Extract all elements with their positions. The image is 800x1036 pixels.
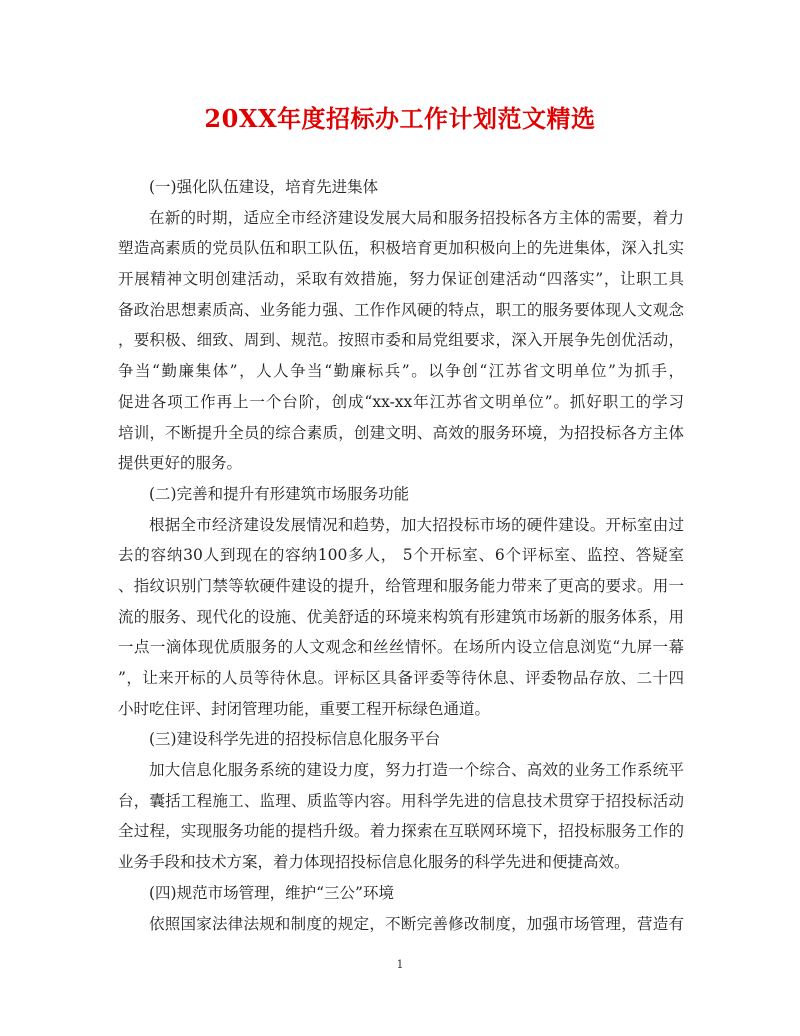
body-line: 开展精神文明创建活动，采取有效措施，努力保证创建活动“四落实”，让职工具 xyxy=(118,270,684,289)
body-line: (四)规范市场管理，维护“三公”环境 xyxy=(149,883,394,902)
body-line: 提供更好的服务。 xyxy=(118,454,243,473)
body-line: 去的容纳30人到现在的容纳100多人， 5个开标室、6个评标室、监控、答疑室 xyxy=(118,546,684,565)
body-line: 台，囊括工程施工、监理、质监等内容。用科学先进的信息技术贯穿于招投标活动 xyxy=(118,791,684,810)
body-line: 业务手段和技术方案，着力体现招投标信息化服务的科学先进和便捷高效。 xyxy=(118,853,630,872)
body-line: 培训，不断提升全员的综合素质，创建文明、高效的服务环境，为招投标各方主体 xyxy=(118,423,684,442)
body-line: 、指纹识别门禁等软硬件建设的提升，给管理和服务能力带来了更高的要求。用一 xyxy=(118,576,684,595)
body-line: (三)建设科学先进的招投标信息化服务平台 xyxy=(149,730,441,749)
body-line: 备政治思想素质高、业务能力强、工作作风硬的特点，职工的服务要体现人文观念 xyxy=(118,300,684,319)
document-body xyxy=(118,172,684,939)
body-line: 争当“勤廉集体”，人人争当“勤廉标兵”。以争创“江苏省文明单位”为抓手， xyxy=(118,362,684,381)
body-line: 塑造高素质的党员队伍和职工队伍，积极培育更加积极向上的先进集体，深入扎实 xyxy=(118,239,684,258)
body-line: 全过程，实现服务功能的提档升级。着力探索在互联网环境下，招投标服务工作的 xyxy=(118,822,684,841)
body-line: ”，让来开标的人员等待休息。评标区具备评委等待休息、评委物品存放、二十四 xyxy=(118,669,684,687)
body-line: 在新的时期，适应全市经济建设发展大局和服务招投标各方主体的需要，着力 xyxy=(149,208,684,227)
body-line: ，要积极、细致、周到、规范。按照市委和局党组要求，深入开展争先创优活动， xyxy=(118,331,684,350)
body-line: 促进各项工作再上一个台阶，创成“xx-xx年江苏省文明单位”。抓好职工的学习 xyxy=(118,392,684,411)
body-line: 依照国家法律法规和制度的规定，不断完善修改制度，加强市场管理，营造有 xyxy=(149,914,684,933)
body-line: 一点一滴体现优质服务的人文观念和丝丝情怀。在场所内设立信息浏览“九屏一幕 xyxy=(118,638,684,657)
body-line: 加大信息化服务系统的建设力度，努力打造一个综合、高效的业务工作系统平 xyxy=(149,761,684,780)
body-line: 根据全市经济建设发展情况和趋势，加大招投标市场的硬件建设。开标室由过 xyxy=(149,515,684,534)
page-number: 1 xyxy=(396,958,404,971)
body-line: (一)强化队伍建设，培育先进集体 xyxy=(149,178,379,196)
body-line: 小时吃住评、封闭管理功能，重要工程开标绿色通道。 xyxy=(118,699,491,718)
document-title: 20XX年度招标办工作计划范文精选 xyxy=(204,104,596,133)
body-line: 流的服务、现代化的设施、优美舒适的环境来构筑有形建筑市场新的服务体系，用 xyxy=(118,607,684,626)
body-line: (二)完善和提升有形建筑市场服务功能 xyxy=(149,484,410,503)
